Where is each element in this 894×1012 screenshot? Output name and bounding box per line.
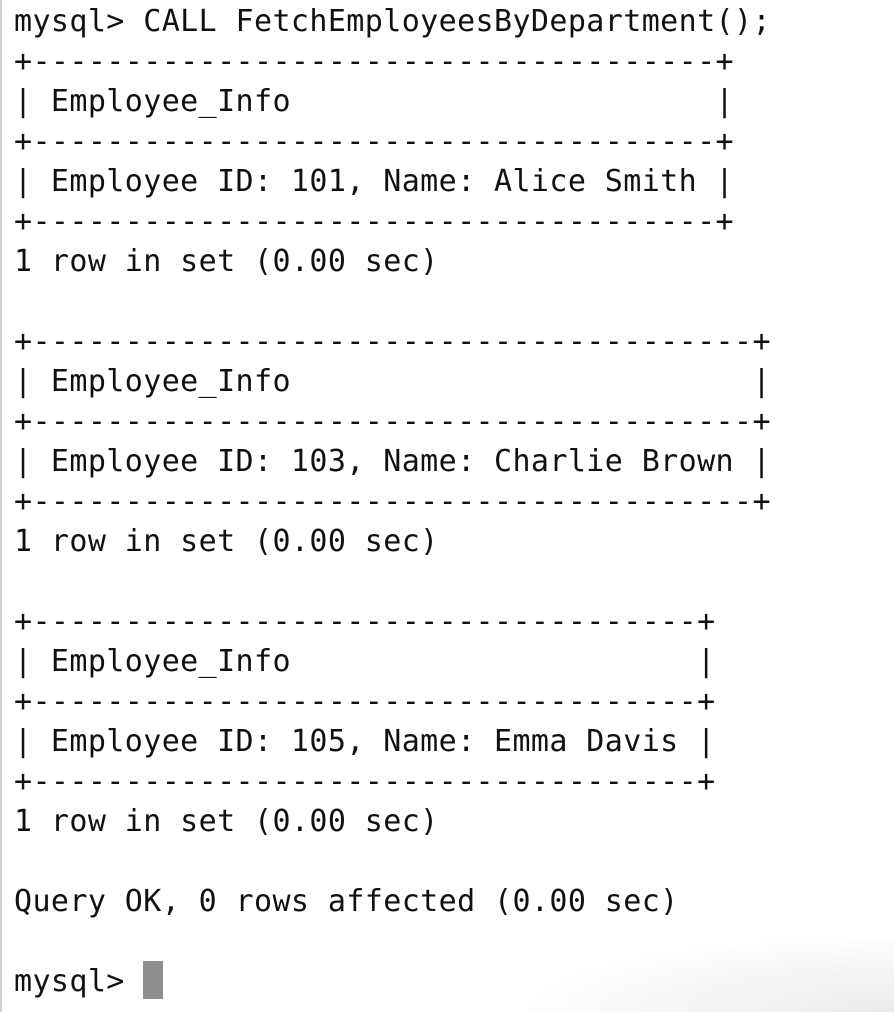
table-1-row-count: 1 row in set (0.00 sec) (14, 244, 439, 279)
table-3-row-count: 1 row in set (0.00 sec) (14, 804, 439, 839)
table-3-header: | Employee_Info | (14, 644, 716, 679)
prompt-line[interactable] (14, 962, 163, 1002)
table-3-bottom-border: +------------------------------------+ (14, 764, 716, 799)
table-1-row: | Employee ID: 101, Name: Alice Smith | (14, 164, 734, 199)
table-2-header-border: +---------------------------------------+ (14, 404, 771, 439)
command-line: mysql> CALL FetchEmployeesByDepartment(); (14, 4, 771, 39)
table-3-row: | Employee ID: 105, Name: Emma Davis | (14, 724, 716, 759)
prompt-text: mysql> (14, 964, 144, 999)
table-1-header-border: +-------------------------------------+ (14, 124, 734, 159)
table-2-header: | Employee_Info | (14, 364, 771, 399)
window-corner-shadow (514, 932, 894, 1012)
table-2-row-count: 1 row in set (0.00 sec) (14, 524, 439, 559)
text-cursor (143, 961, 163, 999)
table-2-bottom-border: +---------------------------------------+ (14, 484, 771, 519)
table-2-row: | Employee ID: 103, Name: Charlie Brown | (14, 444, 771, 479)
table-1-top-border: +-------------------------------------+ (14, 44, 734, 79)
table-1-bottom-border: +-------------------------------------+ (14, 204, 734, 239)
query-ok-status: Query OK, 0 rows affected (0.00 sec) (14, 884, 679, 919)
table-1-header: | Employee_Info | (14, 84, 734, 119)
table-2-top-border: +---------------------------------------+ (14, 324, 771, 359)
table-3-top-border: +------------------------------------+ (14, 604, 716, 639)
table-3-header-border: +------------------------------------+ (14, 684, 716, 719)
